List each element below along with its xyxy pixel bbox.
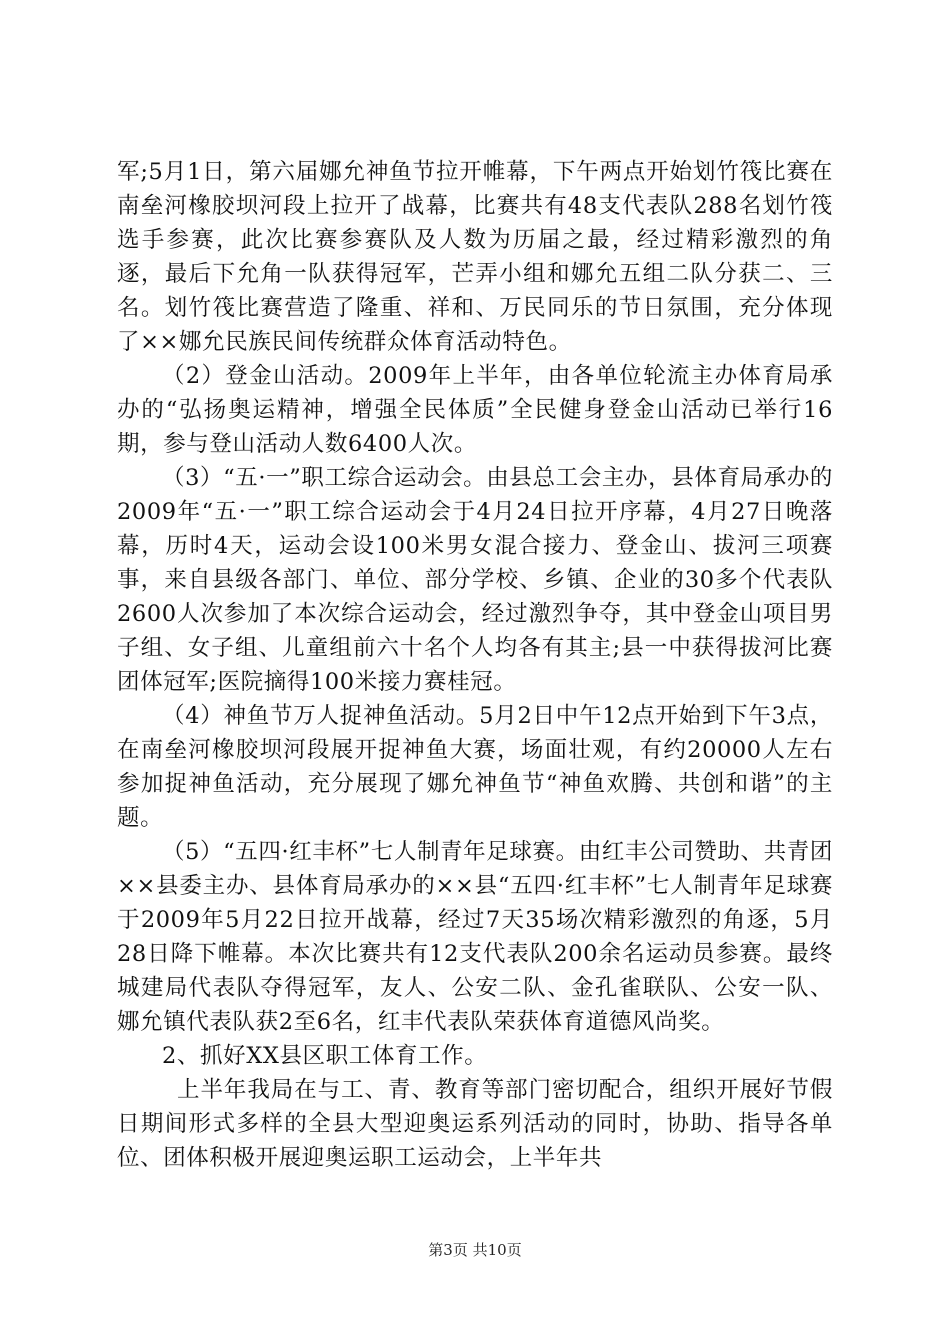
paragraph-workers-sports-work: 上半年我局在与工、青、教育等部门密切配合，组织开展好节假日期间形式多样的全县大型迎奥运系列活动的同时，协助、指导各单位、团体积极开展迎奥运职工运动会，上半年共 — [117, 1077, 833, 1171]
document-body — [117, 155, 833, 1175]
paragraph-fish-catching: （4）神鱼节万人捉神鱼活动。5月2日中午12点开始到下午3点，在南垒河橡胶坝河段展开捉神鱼大赛，场面壮观，有约20000人左右参加捉神鱼活动，充分展现了娜允神鱼节“神鱼欢腾、共创和谐”的主题。 — [117, 703, 833, 831]
paragraph-dragon-boat-race: 军;5月1日，第六届娜允神鱼节拉开帷幕，下午两点开始划竹筏比赛在南垒河橡胶坝河段上拉开了战幕，比赛共有48支代表队288名划竹筏选手参赛，此次比赛参赛队及人数为历届之最，经过精彩激烈的角逐，最后下允角一队获得冠军，芒弄小组和娜允五组二队分获二、三名。划竹筏比赛营造了隆重、祥和、万民同乐的节日氛围，充分体现了××娜允民族民间传统群众体育活动特色。 — [117, 159, 833, 355]
paragraph-youth-football: （5）“五四·红丰杯”七人制青年足球赛。由红丰公司赞助、共青团××县委主办、县体育局承办的××县“五四·红丰杯”七人制青年足球赛于2009年5月22日拉开战幕，经过7天35场次精彩激烈的角逐，5月28日降下帷幕。本次比赛共有12支代表队200余名运动员参赛。最终城建局代表队夺得冠军，友人、公安二队、金孔雀联队、公安一队、娜允镇代表队获2至6名，红丰代表队荣获体育道德风尚奖。 — [117, 839, 833, 1035]
paragraph-mountain-climbing: （2）登金山活动。2009年上半年，由各单位轮流主办体育局承办的“弘扬奥运精神，增强全民体质”全民健身登金山活动已举行16期，参与登山活动人数6400人次。 — [117, 363, 833, 457]
paragraph-workers-sports-meet: （3）“五·一”职工综合运动会。由县总工会主办，县体育局承办的2009年“五·一”职工综合运动会于4月24日拉开序幕，4月27日晚落幕，历时4天，运动会设100米男女混合接力、登金山、拔河三项赛事，来自县级各部门、单位、部分学校、乡镇、企业的30多个代表队2600人次参加了本次综合运动会，经过激烈争夺，其中登金山项目男子组、女子组、儿童组前六十名个人均各有其主;县一中获得拔河比赛团体冠军;医院摘得100米接力赛桂冠。 — [117, 465, 833, 695]
page-number-footer: 第3页 共10页 — [428, 1241, 522, 1259]
section-heading-workers-sports: 2、抓好XX县区职工体育工作。 — [162, 1043, 488, 1069]
